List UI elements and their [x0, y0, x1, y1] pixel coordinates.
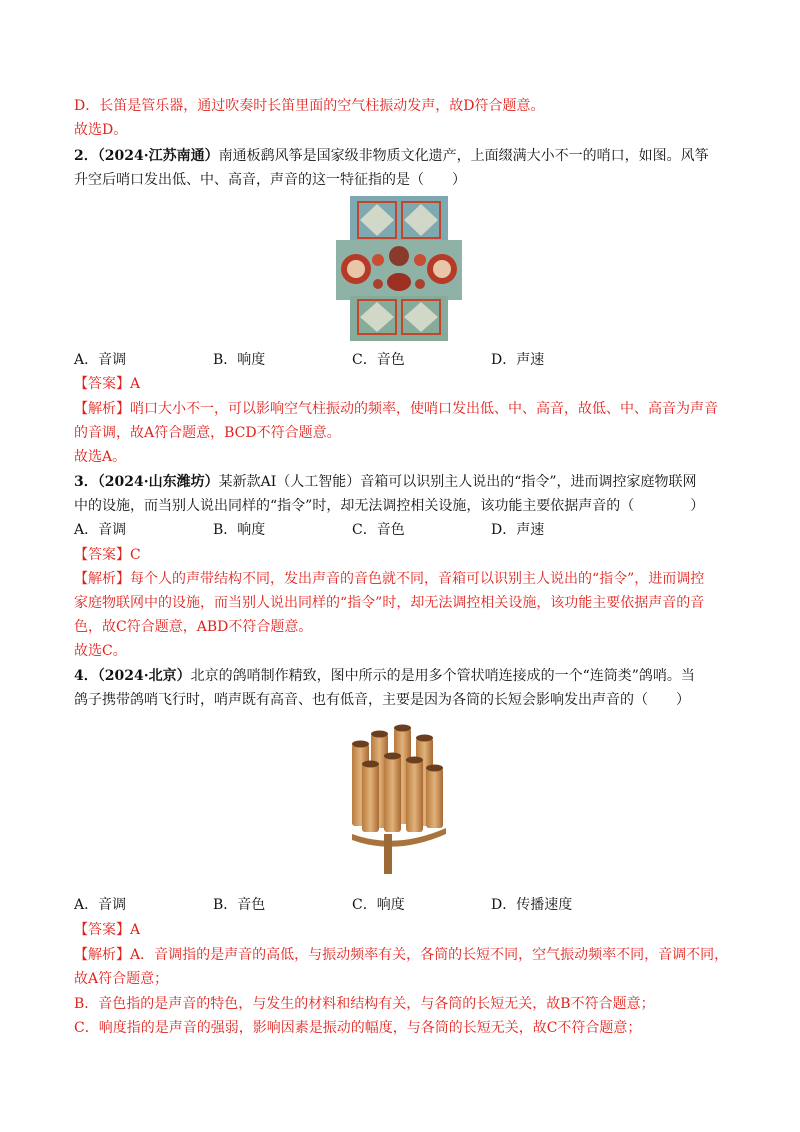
kite-image [336, 196, 462, 341]
analysis-text: B．音色指的是声音的特色，与发生的材料和结构有关，与各筒的长短无关，故B不符合题意； [74, 996, 655, 1012]
analysis-text: 故A符合题意； [74, 971, 169, 987]
question-2-line-2: 升空后哨口发出低、中、高音，声音的这一特征指的是（ ） [74, 172, 466, 188]
answer-label: 【答案】A [74, 376, 141, 392]
question-4-line-1 [74, 666, 695, 686]
question-number: 3． [74, 474, 98, 490]
question-4-line-2: 鸽子携带鸽哨飞行时，哨声既有高音、也有低音，主要是因为各筒的长短会影响发出声音的（ ） [74, 692, 690, 708]
option-c: C．响度 [352, 897, 405, 913]
answer-label: 【答案】A [74, 922, 141, 938]
question-3-line-2: 中的设施，而当别人说出同样的“指令”时，却无法调控相关设施，该功能主要依据声音的（ ） [74, 498, 705, 514]
analysis-text: 家庭物联网中的设施，而当别人说出同样的“指令”时，却无法调控相关设施，该功能主要依据声音的音 [74, 595, 705, 611]
question-number: 2． [74, 148, 98, 164]
option-d: D．声速 [491, 522, 545, 538]
option-d-explanation: D．长笛是管乐器，通过吹奏时长笛里面的空气柱振动发声，故D符合题意。 [74, 98, 545, 114]
analysis-text: 【解析】A．音调指的是声音的高低，与振动频率有关，各筒的长短不同，空气振动频率不同，音调不同， [74, 947, 729, 963]
conclusion-text: 故选A。 [74, 449, 127, 465]
question-text: 北京的鸽哨制作精致，图中所示的是用多个管状哨连接成的一个“连筒类”鸽哨。当 [190, 668, 695, 684]
question-2-line-1 [74, 146, 709, 166]
analysis-text: C．响度指的是声音的强弱，影响因素是振动的幅度，与各筒的长短无关，故C不符合题意； [74, 1020, 642, 1036]
question-3-line-1 [74, 472, 697, 492]
answer-label: 【答案】C [74, 547, 141, 563]
option-a: A．音调 [74, 897, 127, 913]
analysis-text: 【解析】每个人的声带结构不同，发出声音的音色就不同，音箱可以识别主人说出的“指令”，进而调控 [74, 571, 705, 587]
pigeon-whistle-image [338, 722, 454, 874]
option-c: C．音色 [352, 522, 405, 538]
option-b: B．音色 [213, 897, 266, 913]
question-source: （2024·江苏南通） [97, 148, 219, 164]
option-c: C．音色 [352, 352, 405, 368]
option-a: A．音调 [74, 522, 127, 538]
analysis-text: 【解析】哨口大小不一，可以影响空气柱振动的频率，使哨口发出低、中、高音，故低、中、高音为声音 [74, 401, 718, 417]
analysis-text: 色，故C符合题意，ABD不符合题意。 [74, 619, 313, 635]
option-d: D．声速 [491, 352, 545, 368]
conclusion-text: 故选D。 [74, 122, 128, 138]
option-b: B．响度 [213, 352, 266, 368]
question-text: 某新款AI（人工智能）音箱可以识别主人说出的“指令”，进而调控家庭物联网 [218, 474, 697, 490]
option-d: D．传播速度 [491, 897, 573, 913]
question-source: （2024·山东潍坊） [97, 474, 219, 490]
question-source: （2024·北京） [97, 668, 191, 684]
analysis-text: 的音调，故A符合题意，BCD不符合题意。 [74, 425, 341, 441]
question-number: 4． [74, 668, 98, 684]
question-text: 南通板鹞风筝是国家级非物质文化遗产，上面缀满大小不一的哨口，如图。风筝 [218, 148, 709, 164]
conclusion-text: 故选C。 [74, 643, 127, 659]
option-a: A．音调 [74, 352, 127, 368]
option-b: B．响度 [213, 522, 266, 538]
